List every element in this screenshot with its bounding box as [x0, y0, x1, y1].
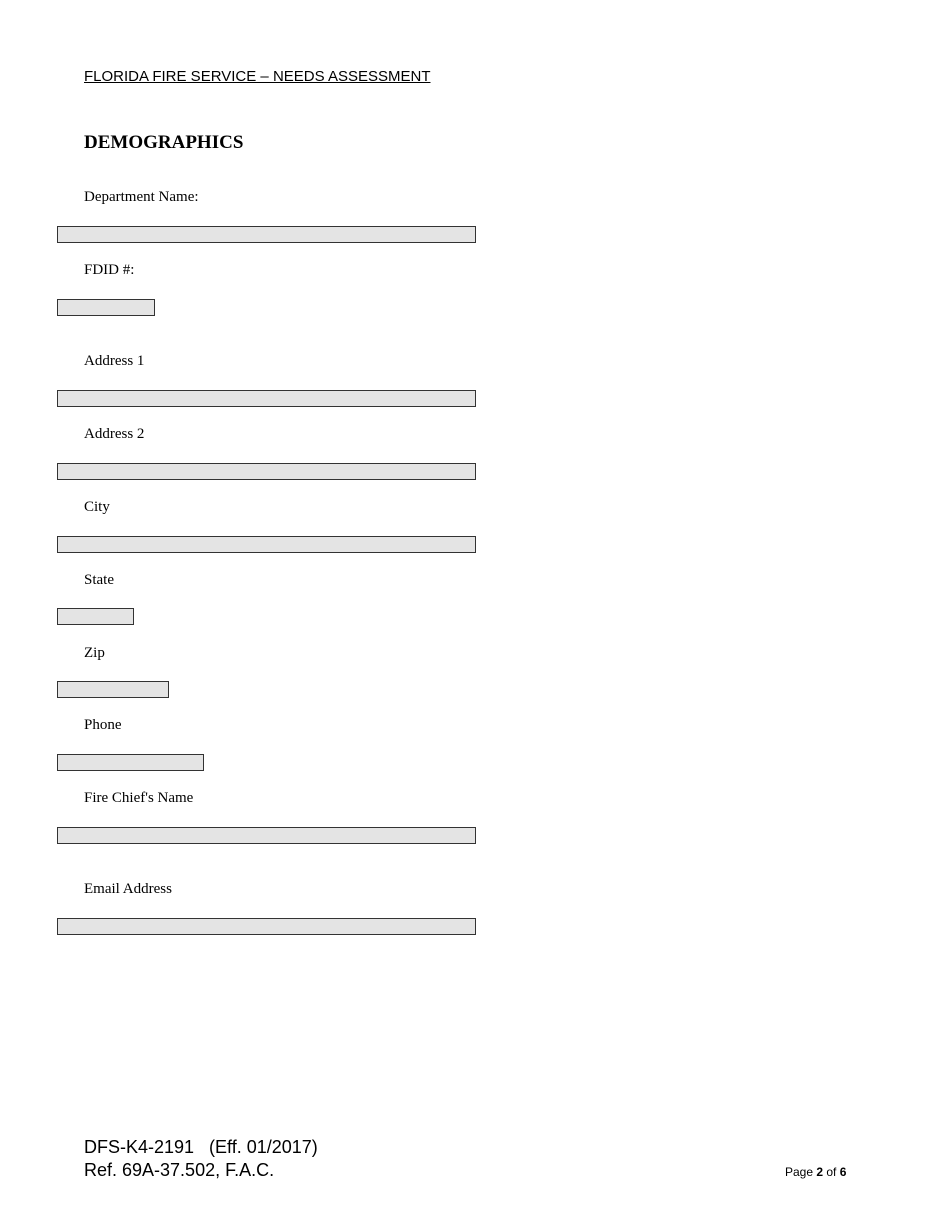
- phone-label: Phone: [84, 717, 122, 733]
- form-id: DFS-K4-2191 (Eff. 01/2017): [84, 1137, 318, 1157]
- address1-label: Address 1: [84, 353, 145, 369]
- page-number: [785, 1165, 846, 1179]
- section-title: DEMOGRAPHICS: [84, 132, 244, 153]
- fdid-input[interactable]: [57, 299, 155, 316]
- document-header: FLORIDA FIRE SERVICE – NEEDS ASSESSMENT: [84, 68, 431, 85]
- city-input[interactable]: [57, 536, 476, 553]
- city-label: City: [84, 499, 110, 515]
- department-name-label: Department Name:: [84, 189, 199, 205]
- address2-label: Address 2: [84, 426, 145, 442]
- page-total: 6: [839, 1165, 847, 1179]
- zip-label: Zip: [84, 645, 105, 661]
- email-label: Email Address: [84, 881, 172, 897]
- department-name-input[interactable]: [57, 226, 476, 243]
- phone-input[interactable]: [57, 754, 204, 771]
- reference: Ref. 69A-37.502, F.A.C.: [84, 1160, 275, 1180]
- state-label: State: [84, 572, 114, 588]
- fire-chief-name-label: Fire Chief's Name: [84, 790, 194, 806]
- state-input[interactable]: [57, 608, 134, 625]
- fire-chief-name-input[interactable]: [57, 827, 476, 844]
- address1-input[interactable]: [57, 390, 476, 407]
- page-current: 2: [816, 1165, 824, 1179]
- address2-input[interactable]: [57, 463, 476, 480]
- page-prefix: Page: [785, 1165, 817, 1179]
- zip-input[interactable]: [57, 681, 169, 698]
- fdid-label: FDID #:: [84, 262, 135, 278]
- page-of: of: [823, 1165, 840, 1179]
- email-input[interactable]: [57, 918, 476, 935]
